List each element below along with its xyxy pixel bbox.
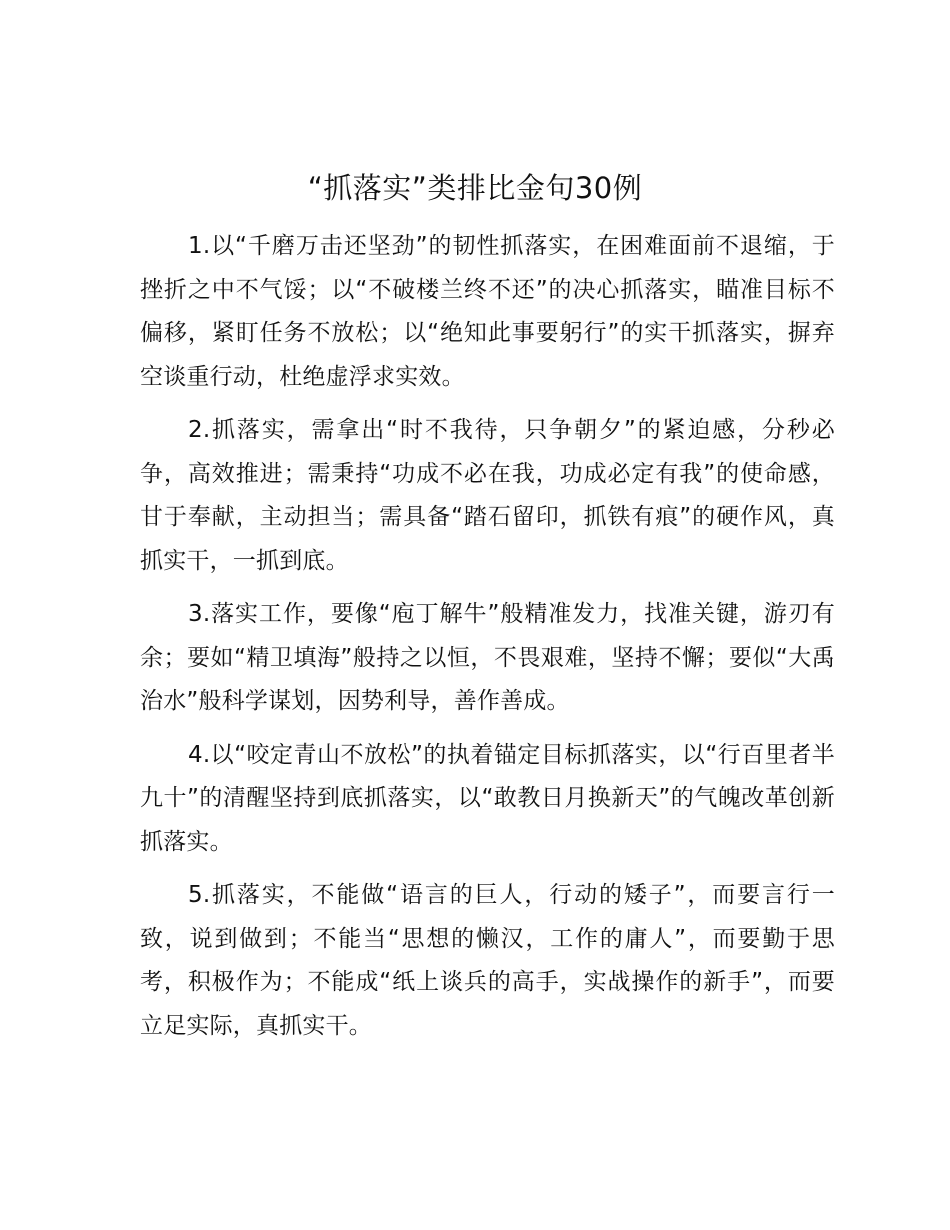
paragraph-1: 1.以“千磨万击还坚劲”的韧性抓落实，在困难面前不退缩，于挫折之中不气馁；以“不破楼兰终不还”的决心抓落实，瞄准目标不偏移，紧盯任务不放松；以“绝知此事要躬行”的实干抓落实，摒弃空谈重行动，杜绝虚浮求实效。 [140,233,835,390]
document-body [140,225,835,1058]
paragraph-3: 3.落实工作，要像“庖丁解牛”般精准发力，找准关键，游刃有余；要如“精卫填海”般持之以恒，不畏艰难，坚持不懈；要似“大禹治水”般科学谋划，因势利导，善作善成。 [140,601,835,714]
paragraph-2: 2.抓落实，需拿出“时不我待，只争朝夕”的紧迫感，分秒必争，高效推进；需秉持“功成不必在我，功成必定有我”的使命感，甘于奉献，主动担当；需具备“踏石留印，抓铁有痕”的硬作风，真抓实干，一抓到底。 [140,417,835,574]
document-title: “抓落实”类排比金句30例 [307,171,643,205]
paragraph-5: 5.抓落实，不能做“语言的巨人，行动的矮子”，而要言行一致，说到做到；不能当“思想的懒汉，工作的庸人”，而要勤于思考，积极作为；不能成“纸上谈兵的高手，实战操作的新手”，而要立足实际，真抓实干。 [140,882,835,1039]
paragraph-4: 4.以“咬定青山不放松”的执着锚定目标抓落实，以“行百里者半九十”的清醒坚持到底抓落实，以“敢教日月换新天”的气魄改革创新抓落实。 [140,741,835,855]
